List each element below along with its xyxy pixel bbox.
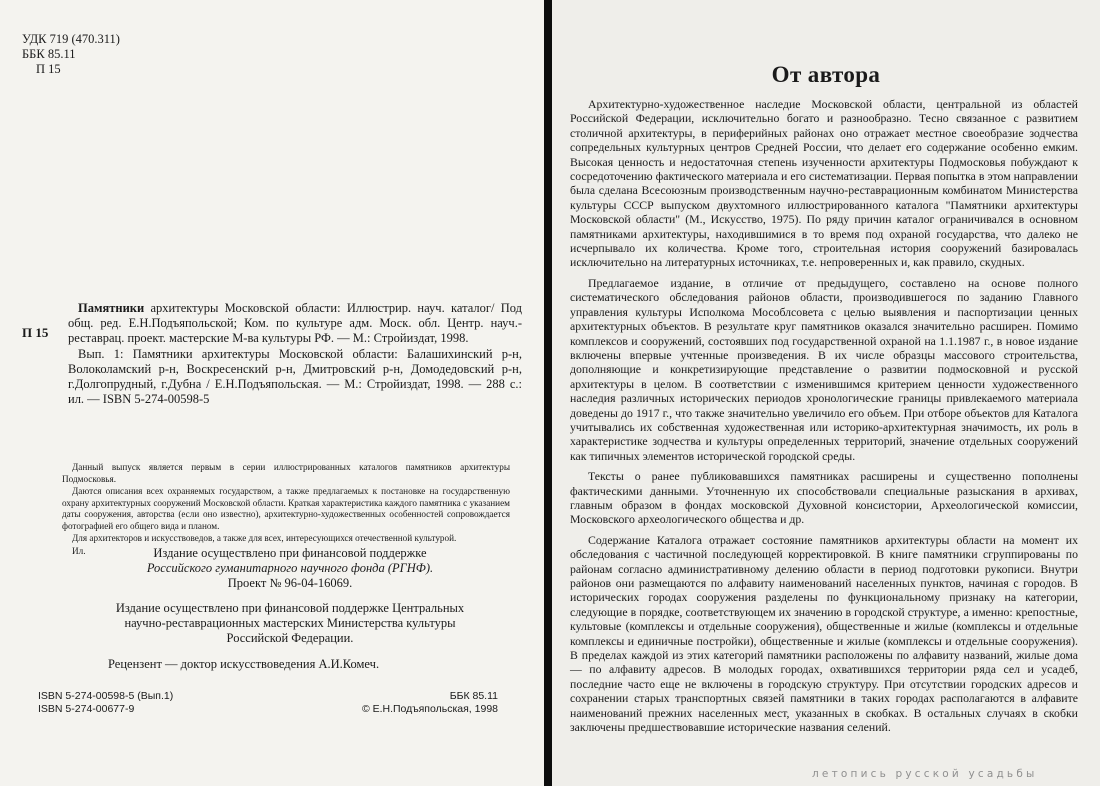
preface-paragraph: Содержание Каталога отражает состояние памятников архитектуры области на момент их обследования с частичной последующей корректировкой. В книге памятники сгруппированы по районам согласно административному делению области в период подготовки рукописи. Внутри районов они размещаются по алфавиту наименований населенных пунктов, начиная с городов. В исторических городах сооружения разделены по функциональному признаку на категории, следующие в порядке, соответствующем их значению в городской структуре, а именно: крепостные, культовые (комплексы и отдельные сооружения), общественные и жилые (комплексы и отдельные комплексы и единичные постройки), общественные и жилые (комплексы и отдельные сооружения). В пределах каждой из этих категорий памятники расположены по алфавиту названий, жилые дома — по алфавиту адресов. В молодых городах, охватившихся территории ряда сел и усадеб, последние часто еще не включены в городскую структуру. При отсутствии городских адресов и сохранении старых транспортных связей памятники в таких городах располагаются в алфавите наименований прежних населенных мест, указанных в скобках. В остальных случаях в скобки заключены предшествовавшие исторические названия селений. (570, 532, 1078, 735)
reviewer: Рецензент — доктор искусствоведения А.И.Комеч. (108, 657, 380, 671)
preface-paragraph: Тексты о ранее публиковавшихся памятниках расширены и существенно пополнены фактическими данными. Уточненную их способствовали специальные разыскания в архивах, главным образом в фондах московской Духовной консистории, Археологической комиссии, Московского археологического общества и др. (570, 469, 1078, 527)
book-gutter (544, 0, 552, 786)
isbn-block (38, 690, 173, 716)
preface-paragraph: Архитектурно-художественное наследие Московской области, центральной из областей Российской Федерации, исключительно богато и разнообразно. Тесно связанное с развитием столичной архитектуры, в периферийных районах оно отражает местное своеобразие зодчества сопредельных культурных центров Средней России, что делает его содержание особенно емким. Высокая ценность и недостаточная степень изученности архитектуры Подмосковья побуждают к сосредоточению фактического материала и его систематизации. Первая попытка в этом направлении была сделана Всесоюзным производственным научно-реставрационным комбинатом Министерства культуры СССР выпуском двухтомного иллюстрированного каталога "Памятники архитектуры Московской области" (М., Искусство, 1975). По ряду причин каталог ограничивался в основном памятниками архитектуры, находившимися в то время под охраной государства, что далеко не исчерпывало их количества. Кроме того, строительная история сооружений базировалась исключительно на литературных источниках, т.е. непроверенных и, как правило, скудных. (570, 97, 1078, 270)
bibliographic-codes (22, 32, 120, 77)
funding-line: Издание осуществлено при финансовой поддержке (153, 546, 427, 560)
right-page (552, 0, 1100, 786)
preface-paragraph: Предлагаемое издание, в отличие от предыдущего, составлено на основе полного систематического обследования районов области, производившегося по заданию Главного управления культуры Исполкома Мособлсовета с целью выявления и паспортизации ценных архитектурных объектов. В результате круг памятников оказался значительно расширен. Помимо комплексов и сооружений, состоявших под государственной охраной на 1.1.1987 г., в новое издание включены впервые учтенные произведения. В их числе образцы массового строительства, дополняющие и конкретизирующие представление о развитии подмосковной и русской архитектуры в целом. В соответствии с изменившимся критерием ценности художественного наследия различных исторических периодов хронологические границы привлекаемого материала доведены до 1917 г., что также значительно увеличило его объем. При отборе объектов для Каталога учитывались их собственная художественная или историко-архитектурная значимость, их роль в характеристике зодчества и культуры определенных территорий, значение отдельных сооружений как типичных элементов исторической городской среды. (570, 275, 1078, 463)
copyright: © Е.Н.Подъяпольская, 1998 (361, 703, 498, 715)
author-mark: П 15 (36, 62, 61, 76)
isbn-volume: ISBN 5-274-00598-5 (Вып.1) (38, 690, 174, 702)
watermark: летопись русской усадьбы (812, 768, 1038, 780)
funding-note-rgnf (80, 546, 500, 591)
abstract-paragraph: Данный выпуск является первым в серии иллюстрированных каталогов памятников архитектуры Подмосковья. (62, 462, 510, 484)
entry-volume: Вып. 1: Памятники архитектуры Московской области: Балашихинский р-н, Волоколамский р-н, Воскресенский р-н, Дмитровский р-н, Домодедовский р-н, г.Долгопрудный, г.Дубна / Е.Н.Подъяпольская. — М.: Стройиздат, 1998. — 288 с.: ил. — ISBN 5-274-00598-5 (68, 346, 522, 407)
bbk-code: ББК 85.11 (22, 47, 76, 61)
bbk-code-bottom: ББК 85.11 (449, 690, 498, 702)
funding-note-cnrm (80, 601, 500, 646)
catalog-entry (22, 301, 522, 407)
funding-line: Проект № 96-04-16069. (227, 576, 353, 590)
entry-main-text: архитектуры Московской области: Иллюстрир. науч. каталог/ Под общ. ред. Е.Н.Подъяпольской; Ком. по культуре адм. Моск. обл. Центр. науч.-реставрац. проект. мастерские М-ва культуры РФ. — М.: Стройиздат, 1998. (68, 301, 523, 346)
funding-line: Издание осуществлено при финансовой поддержке Центральных (115, 601, 465, 615)
entry-heading: Памятники (78, 301, 145, 315)
isbn-series: ISBN 5-274-00677-9 (38, 703, 135, 715)
funding-line: Российской Федерации. (226, 631, 354, 645)
abstract-paragraph: Для архитекторов и искусствоведов, а также для всех, интересующихся отечественной культурой. (72, 533, 457, 543)
funding-line: научно-реставрационных мастерских Министерства культуры (124, 616, 456, 630)
abstract (62, 462, 510, 558)
abstract-paragraph: Даются описания всех охраняемых государством, а также предлагаемых к постановке на государственную охрану архитектурных сооружений Московской области. Краткая характеристика каждого памятника с указанием даты сооружения, авторства (если оно известно), архитектурно-художественных особенностей сопровождается фотографией его общего вида и планом. (62, 486, 510, 531)
page-title: От автора (771, 62, 881, 87)
abstract-paragraph: Ил. (72, 545, 86, 556)
bbk-copyright-block (312, 690, 498, 716)
preface-body (570, 97, 1078, 740)
udk-code: УДК 719 (470.311) (22, 32, 120, 46)
funding-line: Российского гуманитарного научного фонда (РГНФ). (146, 561, 434, 575)
left-page (0, 0, 544, 786)
entry-main (68, 301, 522, 347)
catalog-mark: П 15 (22, 325, 49, 340)
